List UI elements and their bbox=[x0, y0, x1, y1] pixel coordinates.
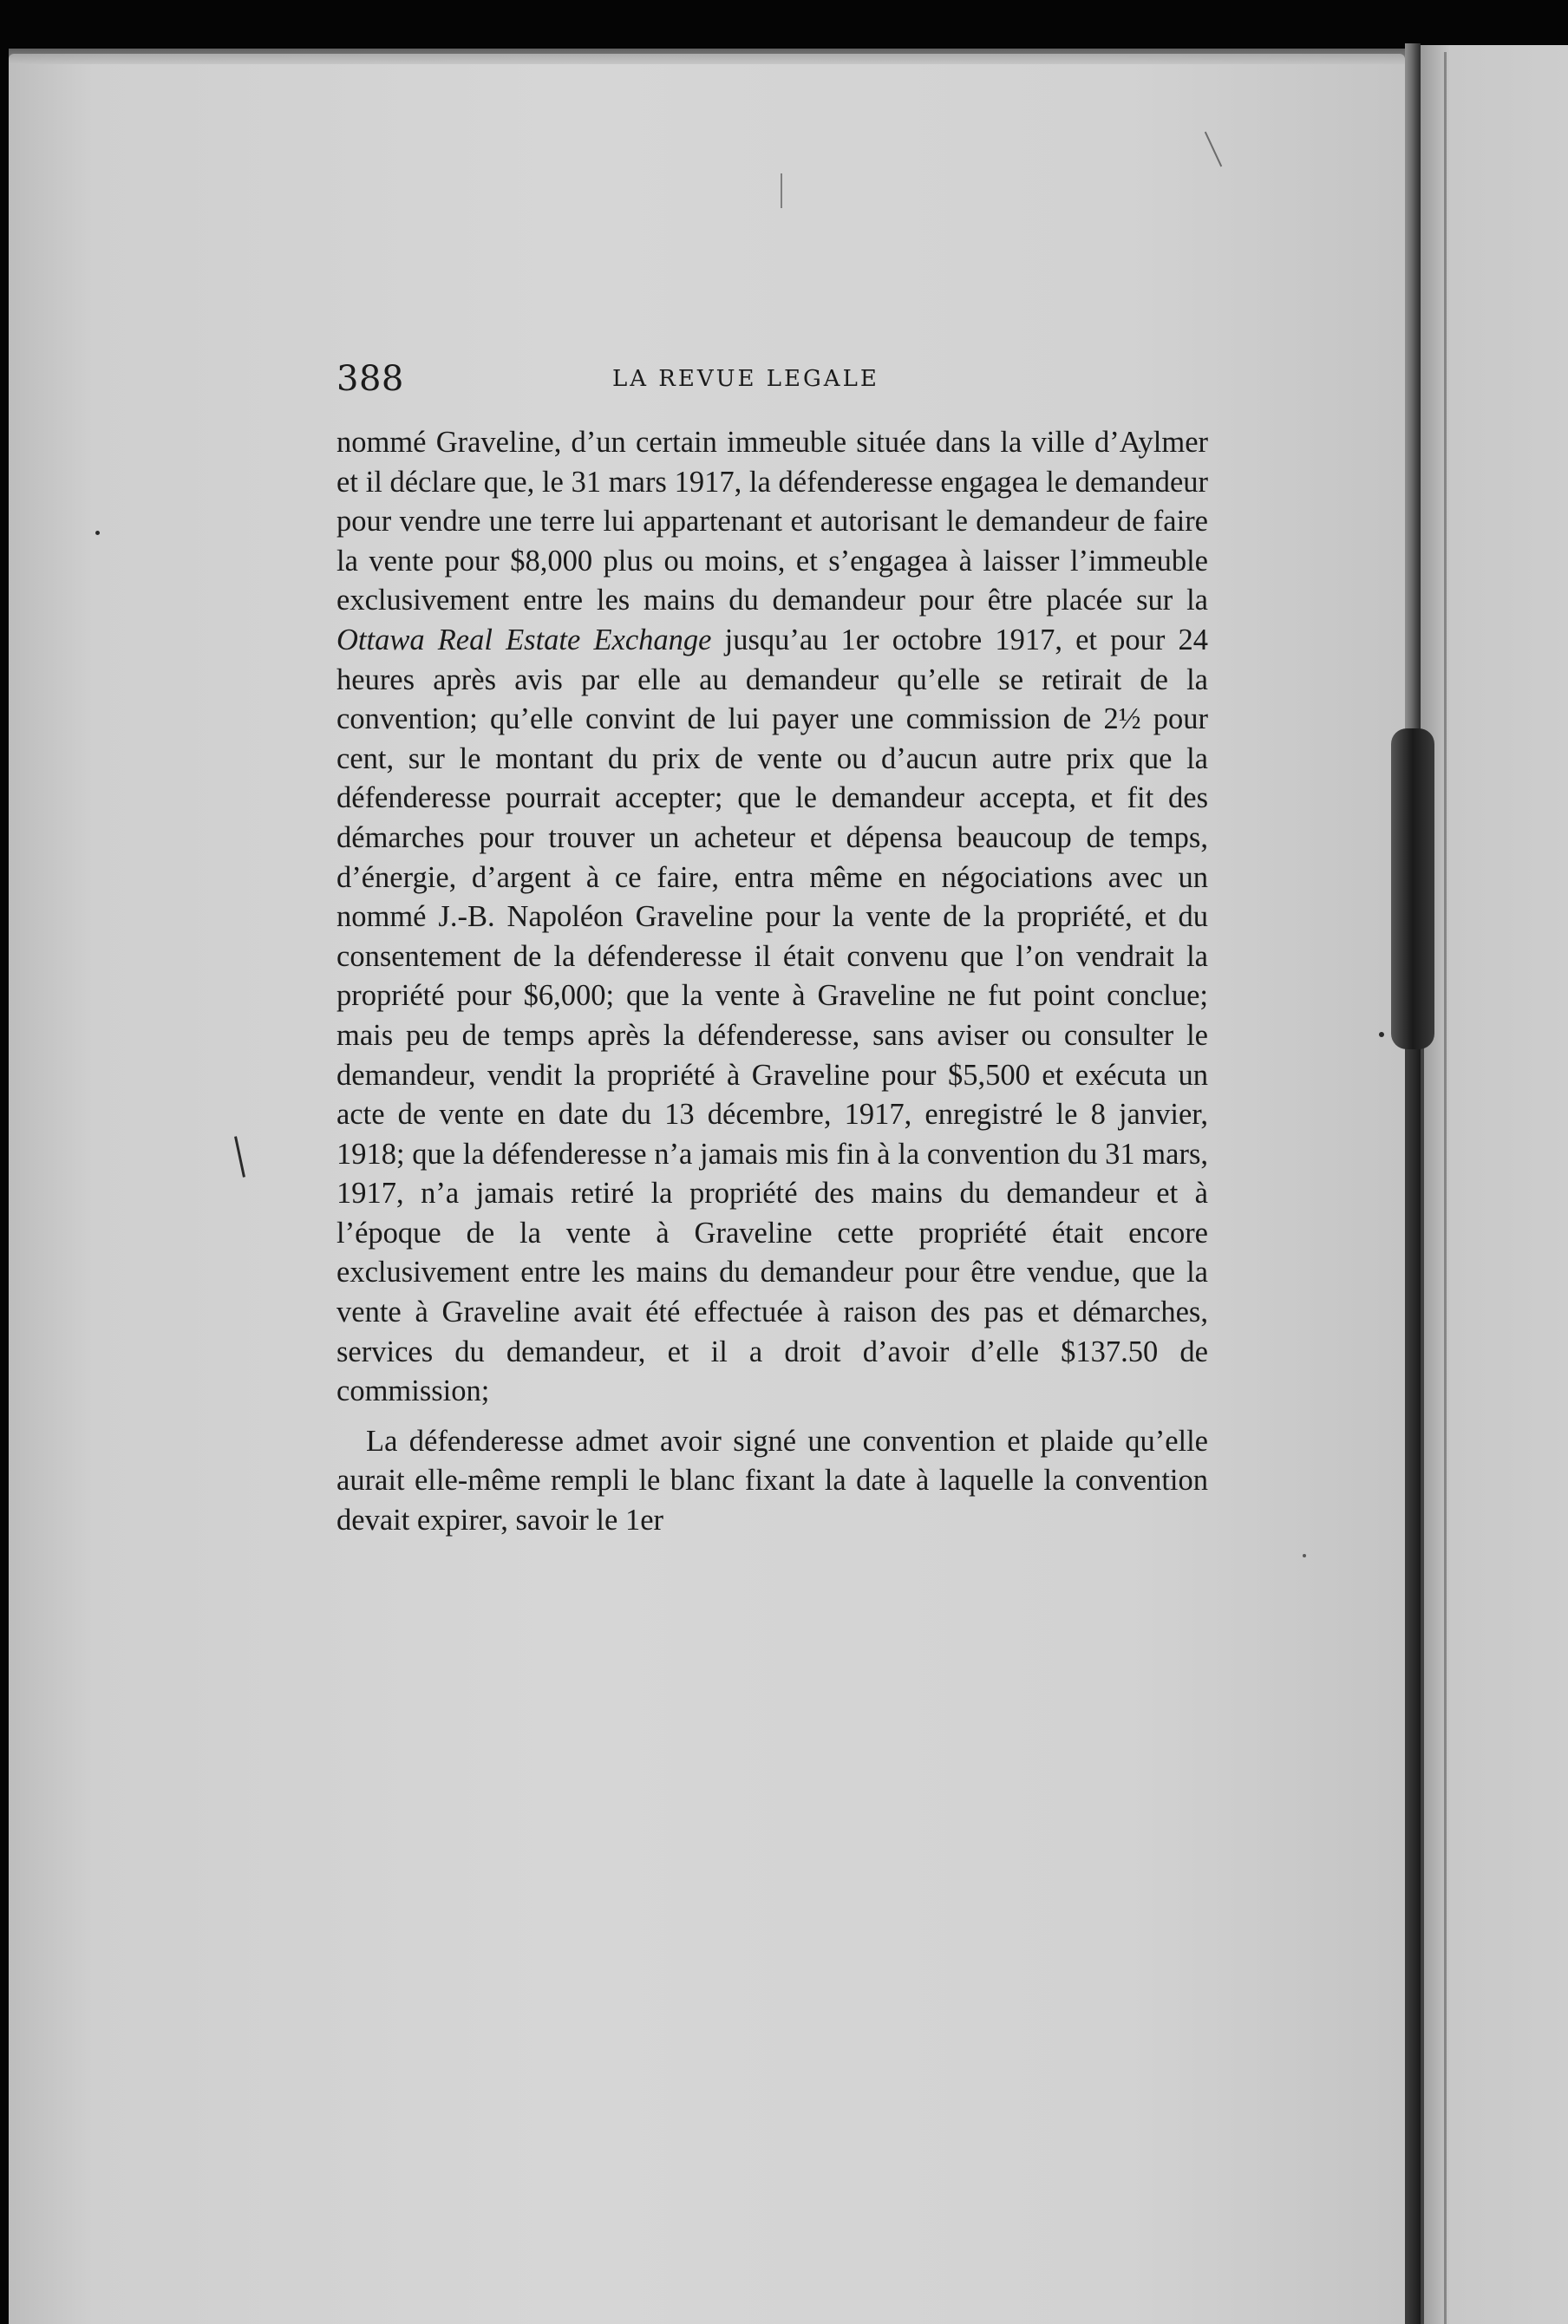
page-tear-shadow bbox=[1405, 954, 1424, 2324]
paragraph-1-part-b: jusqu’au 1er octobre 1917, et pour 24 heures après avis par elle au demandeur qu’elle se retirait de la convention; qu’elle convint de lui payer une commission de 2½ pour cent, sur le montant du prix de vente ou d’aucun autre prix que la défenderesse pourrait accepter; que le demandeur accepta, et fit des démarches pour trouver un acheteur et dépensa beaucoup de temps, d’énergie, d’argent à ce faire, entra même en négociations avec un nommé J.-B. Napoléon Graveline pour la vente de la propriété, et du consentement de la défenderesse il était convenu que l’on vendrait la propriété pour $6,000; que la vente à Graveline ne fut point conclue; mais peu de temps après la défenderesse, sans aviser ou consulter le demandeur, vendit la propriété à Graveline pour $5,500 et exécuta un acte de vente en date du 13 décembre, 1917, enregistré le 8 janvier, 1918; que la défenderesse n’a jamais mis fin à la convention du 31 mars, 1917, n’a jamais retiré la propriété des mains du demandeur et à l’époque de la vente à Graveline cette propriété était encore exclusivement entre les mains du demandeur pour être vendue, que la vente à Graveline avait été effectuée à raison des pas et démarches, services du demandeur, et il a droit d’avoir d’elle $137.50 de commission; bbox=[336, 623, 1208, 1408]
right-page-edge bbox=[1421, 45, 1568, 2324]
binding-clip bbox=[1391, 728, 1434, 1049]
paragraph-2: La défenderesse admet avoir signé une convention et plaide qu’elle aurait elle-même rempli le blanc fixant la date à laquelle la convention devait expirer, savoir le 1er bbox=[336, 1424, 1208, 1537]
page-header bbox=[336, 354, 1204, 406]
page-number: 388 bbox=[336, 359, 404, 399]
stray-dot bbox=[1303, 1554, 1306, 1557]
paragraph-1-part-a: nommé Graveline, d’un certain immeuble située dans la ville d’Aylmer et il déclare que, le 31 mars 1917, la défenderesse engagea le demandeur pour vendre une terre lui appartenant et autorisant le demandeur de faire la vente pour $8,000 plus ou moins, et s’engagea à laisser l’immeuble exclusivement entre les mains du demandeur pour être placée sur la bbox=[336, 426, 1208, 617]
paragraph-1-italic-name: Ottawa Real Estate Exchange bbox=[336, 623, 712, 656]
stray-dot bbox=[1379, 1032, 1384, 1037]
body-text bbox=[336, 423, 1208, 1541]
page-top-edge bbox=[9, 49, 1405, 64]
stray-dot bbox=[95, 531, 100, 535]
paragraph-1 bbox=[336, 423, 1208, 1412]
spine-line bbox=[1444, 52, 1447, 2324]
running-head: LA REVUE LEGALE bbox=[612, 366, 879, 392]
stray-mark bbox=[781, 173, 782, 208]
